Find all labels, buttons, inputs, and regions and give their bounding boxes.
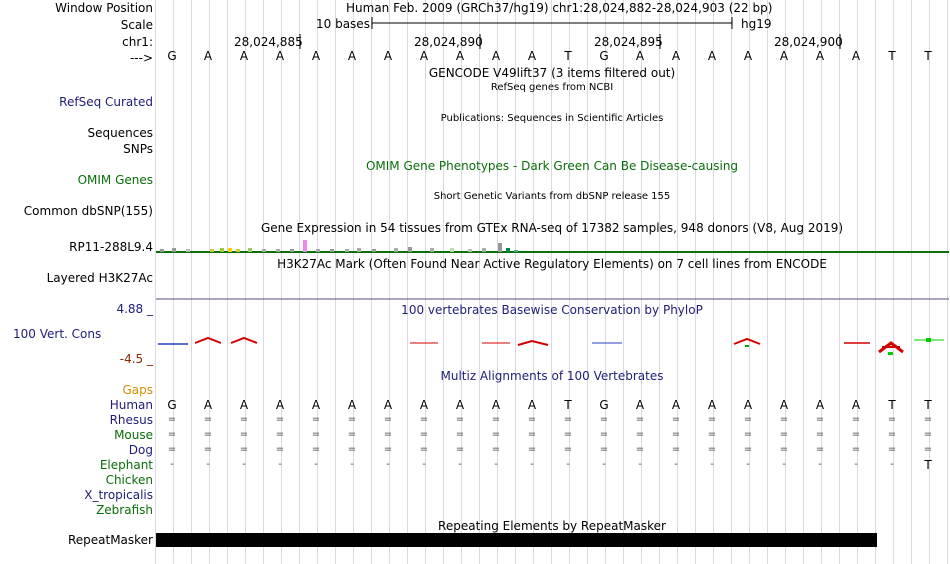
alignment-base: =: [527, 444, 537, 455]
alignment-base: =: [815, 429, 825, 440]
alignment-base: =: [851, 414, 861, 425]
alignment-base: -: [746, 459, 750, 470]
alignment-base: -: [422, 459, 426, 470]
scale-text: 10 bases: [316, 17, 370, 31]
alignment-base: =: [239, 429, 249, 440]
sequence-base: T: [888, 49, 896, 63]
alignment-base: T: [924, 398, 932, 412]
alignment-base: =: [887, 444, 897, 455]
alignment-base: =: [455, 429, 465, 440]
species-label-human[interactable]: Human: [109, 398, 153, 412]
alignment-base: A: [815, 398, 825, 412]
alignment-base: =: [203, 444, 213, 455]
omim-track-title[interactable]: OMIM Gene Phenotypes - Dark Green Can Be Disease-causing: [365, 159, 739, 173]
species-label-dog[interactable]: Dog: [128, 443, 153, 457]
alignment-base: =: [311, 444, 321, 455]
alignment-base: =: [419, 444, 429, 455]
species-label-mouse[interactable]: Mouse: [114, 428, 153, 442]
gtex-track-title[interactable]: Gene Expression in 54 tissues from GTEx RNA-seq of 17382 samples, 948 donors (V8, Aug 2019): [260, 221, 844, 235]
alignment-base: A: [419, 398, 429, 412]
alignment-base: T: [924, 458, 932, 472]
phylop-track-title[interactable]: 100 vertebrates Basewise Conservation by PhyloP: [401, 303, 703, 317]
alignment-base: =: [491, 429, 501, 440]
sequence-base: A: [671, 49, 681, 63]
alignment-base: -: [458, 459, 462, 470]
multiz-track-title[interactable]: Multiz Alignments of 100 Vertebrates: [440, 369, 664, 383]
alignment-base: =: [743, 429, 753, 440]
alignment-base: T: [888, 398, 896, 412]
refseq-curated-label[interactable]: RefSeq Curated: [59, 95, 153, 109]
alignment-base: =: [239, 414, 249, 425]
publications-track-title[interactable]: Publications: Sequences in Scientific Articles: [440, 113, 664, 124]
alignment-base: -: [494, 459, 498, 470]
alignment-base: =: [347, 444, 357, 455]
alignment-base: =: [203, 429, 213, 440]
alignment-base: =: [275, 414, 285, 425]
assembly-position-text: Human Feb. 2009 (GRCh37/hg19) chr1:28,024,882-28,024,903 (22 bp): [346, 1, 773, 15]
alignment-base: G: [167, 398, 177, 412]
h3k27ac-label[interactable]: Layered H3K27Ac: [46, 271, 153, 285]
alignment-base: =: [707, 429, 717, 440]
gaps-label[interactable]: Gaps: [122, 383, 153, 397]
gtex-gene-label[interactable]: RP11-288L9.4: [69, 240, 153, 254]
sequence-base: A: [743, 49, 753, 63]
alignment-base: =: [923, 414, 933, 425]
snps-label[interactable]: SNPs: [123, 142, 153, 156]
dbsnp-label[interactable]: Common dbSNP(155): [23, 204, 153, 218]
strand-label: --->: [129, 51, 153, 65]
ruler-tick-label: 28,024,900: [774, 35, 843, 49]
alignment-base: A: [527, 398, 537, 412]
alignment-base: -: [710, 459, 714, 470]
alignment-base: =: [635, 414, 645, 425]
alignment-base: A: [311, 398, 321, 412]
alignment-base: A: [347, 398, 357, 412]
alignment-base: =: [167, 429, 177, 440]
alignment-base: =: [383, 444, 393, 455]
alignment-base: =: [887, 429, 897, 440]
alignment-base: =: [491, 414, 501, 425]
sequence-base: A: [851, 49, 861, 63]
scale-label: Scale: [120, 18, 153, 32]
ruler-tick-label: 28,024,895: [594, 35, 663, 49]
alignment-base: A: [491, 398, 501, 412]
alignment-base: -: [530, 459, 534, 470]
alignment-base: G: [599, 398, 609, 412]
alignment-base: =: [635, 444, 645, 455]
alignment-base: -: [350, 459, 354, 470]
alignment-base: =: [383, 429, 393, 440]
alignment-base: A: [455, 398, 465, 412]
sequence-base: A: [383, 49, 393, 63]
sequence-base: A: [275, 49, 285, 63]
alignment-base: =: [671, 429, 681, 440]
sequence-base: A: [527, 49, 537, 63]
alignment-base: A: [383, 398, 393, 412]
alignment-base: =: [851, 429, 861, 440]
alignment-base: =: [779, 444, 789, 455]
alignment-base: =: [563, 414, 573, 425]
phylop-label[interactable]: 100 Vert. Cons: [13, 327, 102, 341]
alignment-base: =: [347, 414, 357, 425]
alignment-base: A: [851, 398, 861, 412]
alignment-base: -: [314, 459, 318, 470]
repeatmasker-track-title[interactable]: Repeating Elements by RepeatMasker: [438, 519, 666, 533]
dbsnp-track-title[interactable]: Short Genetic Variants from dbSNP release 155: [433, 191, 671, 202]
sequence-base: A: [815, 49, 825, 63]
alignment-base: -: [890, 459, 894, 470]
gtex-bar-chart[interactable]: [156, 240, 949, 252]
alignment-base: =: [527, 414, 537, 425]
alignment-base: =: [275, 444, 285, 455]
alignment-base: =: [419, 429, 429, 440]
alignment-base: =: [743, 414, 753, 425]
alignment-base: =: [203, 414, 213, 425]
alignment-base: =: [563, 429, 573, 440]
alignment-base: -: [602, 459, 606, 470]
species-label-chicken[interactable]: Chicken: [105, 473, 153, 487]
scale-db-label: hg19: [741, 17, 772, 31]
alignment-base: A: [239, 398, 249, 412]
alignment-base: =: [311, 429, 321, 440]
alignment-base: =: [275, 429, 285, 440]
alignment-base: =: [599, 414, 609, 425]
alignment-base: =: [599, 444, 609, 455]
alignment-base: -: [242, 459, 246, 470]
alignment-base: =: [815, 444, 825, 455]
phylop-max-value: 4.88 _: [116, 302, 153, 316]
sequence-base: A: [419, 49, 429, 63]
alignment-base: -: [206, 459, 210, 470]
alignment-base: -: [674, 459, 678, 470]
sequence-base: T: [924, 49, 932, 63]
omim-genes-label[interactable]: OMIM Genes: [77, 173, 153, 187]
phylop-signal[interactable]: [158, 338, 944, 355]
alignment-base: =: [743, 444, 753, 455]
alignment-base: =: [635, 429, 645, 440]
chrom-label: chr1:: [122, 35, 153, 49]
alignment-base: -: [854, 459, 858, 470]
alignment-base: =: [599, 429, 609, 440]
h3k27ac-track-title[interactable]: H3K27Ac Mark (Often Found Near Active Regulatory Elements) on 7 cell lines from ENCODE: [277, 257, 827, 271]
sequences-label[interactable]: Sequences: [87, 126, 153, 140]
alignment-base: =: [707, 414, 717, 425]
alignment-base: -: [818, 459, 822, 470]
sequence-base: G: [599, 49, 609, 63]
window-position-label: Window Position: [55, 1, 153, 15]
species-label-x_tropicalis[interactable]: X_tropicalis: [84, 488, 153, 502]
alignment-base: A: [779, 398, 789, 412]
alignment-base: A: [203, 398, 213, 412]
alignment-base: =: [851, 444, 861, 455]
species-label-zebrafish[interactable]: Zebrafish: [96, 503, 153, 517]
alignment-base: -: [566, 459, 570, 470]
species-label-elephant[interactable]: Elephant: [99, 458, 153, 472]
alignment-base: =: [311, 414, 321, 425]
alignment-base: =: [455, 414, 465, 425]
alignment-base: =: [923, 444, 933, 455]
alignment-base: =: [923, 429, 933, 440]
sequence-base: A: [311, 49, 321, 63]
alignment-base: =: [887, 414, 897, 425]
alignment-base: =: [455, 444, 465, 455]
sequence-base: A: [779, 49, 789, 63]
alignment-base: A: [275, 398, 285, 412]
alignment-base: =: [239, 444, 249, 455]
alignment-base: =: [707, 444, 717, 455]
alignment-base: -: [638, 459, 642, 470]
alignment-base: =: [815, 414, 825, 425]
alignment-base: A: [707, 398, 717, 412]
repeatmasker-element-bar[interactable]: [156, 533, 877, 547]
phylop-min-value: -4.5 _: [119, 352, 153, 366]
sequence-base: A: [635, 49, 645, 63]
alignment-base: =: [167, 414, 177, 425]
ruler-tick-label: 28,024,885: [234, 35, 303, 49]
alignment-base: =: [491, 444, 501, 455]
alignment-base: =: [419, 414, 429, 425]
alignment-base: =: [671, 414, 681, 425]
sequence-base: A: [707, 49, 717, 63]
alignment-base: -: [170, 459, 174, 470]
alignment-base: =: [527, 429, 537, 440]
alignment-base: A: [671, 398, 681, 412]
gencode-track-title[interactable]: GENCODE V49lift37 (3 items filtered out): [428, 66, 676, 80]
ruler-tick-label: 28,024,890: [414, 35, 483, 49]
sequence-base: A: [203, 49, 213, 63]
alignment-base: =: [167, 444, 177, 455]
alignment-base: =: [779, 414, 789, 425]
alignment-base: =: [563, 444, 573, 455]
species-label-rhesus[interactable]: Rhesus: [109, 413, 153, 427]
repeatmasker-label[interactable]: RepeatMasker: [67, 533, 153, 547]
alignment-base: =: [383, 414, 393, 425]
alignment-base: =: [347, 429, 357, 440]
alignment-base: A: [743, 398, 753, 412]
sequence-base: G: [167, 49, 177, 63]
alignment-base: T: [564, 398, 572, 412]
alignment-base: -: [782, 459, 786, 470]
sequence-base: A: [455, 49, 465, 63]
sequence-base: A: [491, 49, 501, 63]
alignment-base: -: [386, 459, 390, 470]
alignment-base: =: [671, 444, 681, 455]
alignment-base: A: [635, 398, 645, 412]
alignment-base: =: [779, 429, 789, 440]
sequence-base: A: [239, 49, 249, 63]
refseq-track-subtitle: RefSeq genes from NCBI: [490, 82, 614, 93]
sequence-base: T: [564, 49, 572, 63]
alignment-base: -: [278, 459, 282, 470]
sequence-base: A: [347, 49, 357, 63]
